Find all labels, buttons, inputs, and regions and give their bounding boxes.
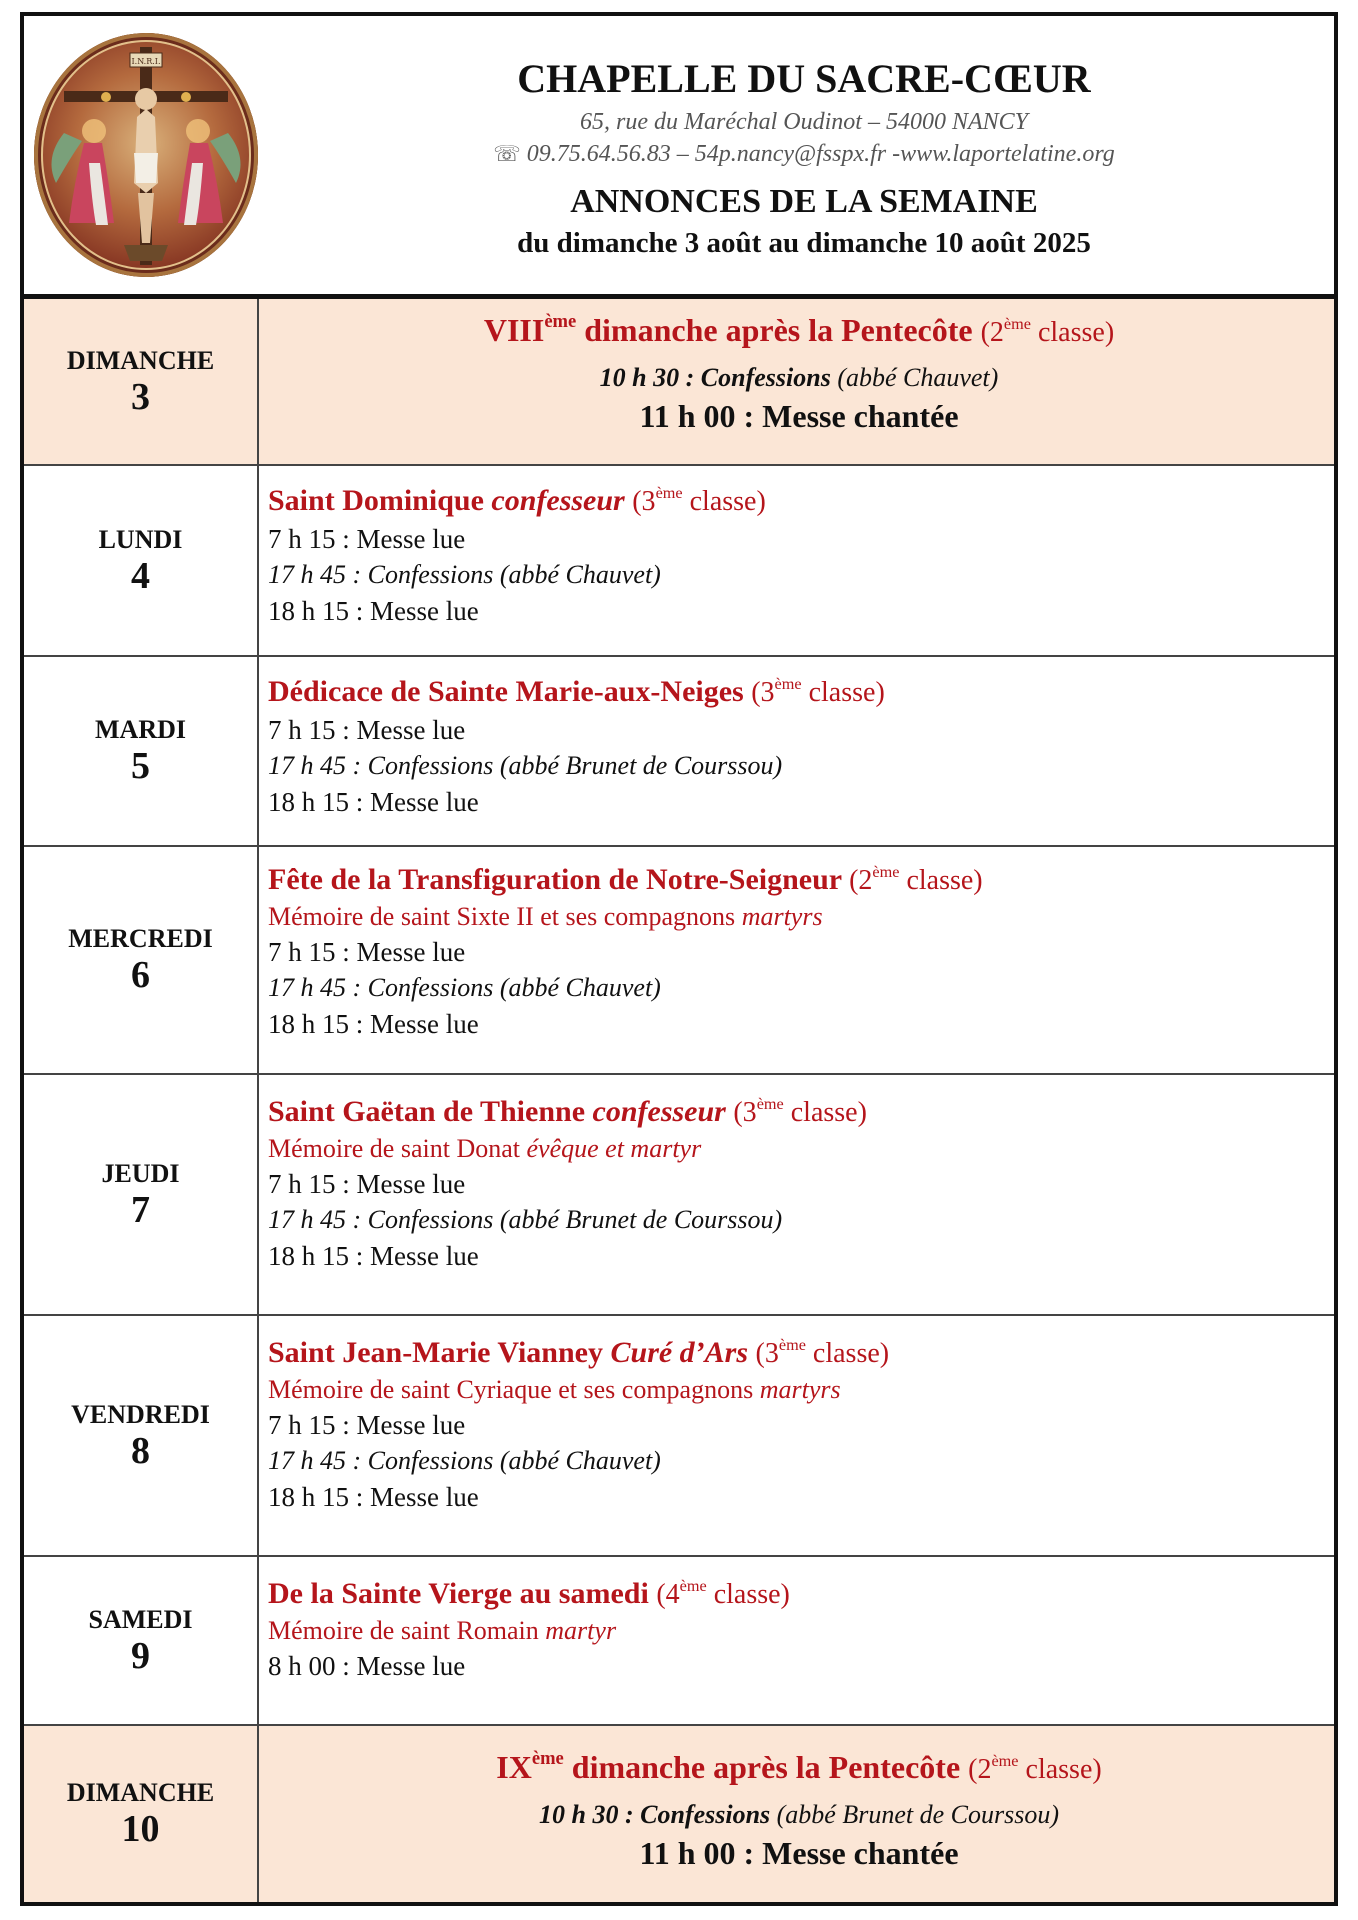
day-name: LUNDI (98, 524, 183, 554)
feast-title (268, 861, 1322, 900)
feast-name: Saint Jean-Marie Vianney (268, 1336, 611, 1369)
class-prefix: (3 (751, 677, 775, 708)
feast-qualifier: Curé d’Ars (610, 1336, 749, 1369)
feast-qualifier: confesseur (491, 484, 625, 517)
confessions-line (264, 360, 1334, 396)
feast-title (268, 1334, 1322, 1373)
mass-line: 18 h 15 : Messe lue (268, 596, 479, 626)
class-sup: ème (991, 1751, 1019, 1770)
memorial-text: Mémoire de saint Romain (268, 1616, 546, 1645)
crucifixion-image (34, 33, 258, 277)
day-cell (24, 299, 259, 464)
day-name: DIMANCHE (66, 1778, 215, 1807)
feast-title (268, 1093, 1322, 1132)
feast-name: Dédicace de Sainte Marie-aux-Neiges (268, 675, 744, 708)
confessions-line: 17 h 45 : Confessions (abbé Chauvet) (268, 560, 661, 589)
day-content (268, 657, 1322, 845)
day-row-sunday-10 (24, 1726, 1334, 1902)
chapel-title: CHAPELLE DU SACRE-CŒUR (517, 56, 1091, 101)
day-name: DIMANCHE (66, 345, 215, 375)
chapel-contact (284, 138, 1324, 170)
contact-text: 09.75.64.56.83 – 54p.nancy@fsspx.fr -www.laportelatine.org (526, 141, 1115, 167)
mass-line: 18 h 15 : Messe lue (268, 1009, 479, 1039)
class-prefix: (3 (632, 486, 656, 517)
day-number: 9 (131, 1634, 150, 1677)
inri-label: I.N.R.I. (131, 57, 161, 66)
day-row-tuesday-5 (24, 657, 1334, 847)
class-suffix: classe) (805, 1338, 890, 1369)
memorial-line (268, 1614, 1322, 1648)
confessions-line: 17 h 45 : Confessions (abbé Chauvet) (268, 1446, 661, 1475)
day-number: 7 (131, 1188, 150, 1231)
mass-line: 7 h 15 : Messe lue (268, 715, 466, 745)
feast-title (264, 309, 1334, 354)
class-prefix: (4 (656, 1579, 680, 1610)
class-prefix: (3 (733, 1097, 757, 1128)
memorial-qualifier: martyr (545, 1616, 617, 1645)
feast-ordinal-sup: ème (544, 311, 577, 333)
memorial-line (268, 1373, 1322, 1407)
day-content (264, 1726, 1334, 1902)
feast-ordinal: VIII (483, 312, 545, 348)
memorial-qualifier: martyrs (741, 902, 823, 931)
class-suffix: classe) (899, 865, 983, 896)
confessions-time: 10 h 30 : Confessions (538, 1800, 771, 1829)
phone-icon: ☏ (493, 141, 521, 166)
feast-name: Saint Dominique (268, 484, 492, 517)
schedule-table (24, 299, 1334, 1902)
bulletin-header (24, 16, 1334, 299)
crucifixion-illustration (34, 33, 258, 277)
day-cell (24, 657, 259, 845)
day-name: JEUDI (101, 1158, 180, 1188)
memorial-qualifier: martyrs (759, 1375, 841, 1404)
confessions-time: 10 h 30 : Confessions (599, 363, 831, 392)
feast-class (849, 862, 983, 896)
mass-line: 8 h 00 : Messe lue (268, 1651, 466, 1681)
class-sup: ème (774, 674, 802, 693)
mass-line: 7 h 15 : Messe lue (268, 1410, 466, 1440)
feast-name: Fête de la Transfiguration de Notre-Seigneur (268, 863, 842, 896)
feast-class (980, 314, 1115, 348)
memorial-line (268, 1132, 1322, 1166)
feast-title (268, 1575, 1322, 1614)
feast-class (755, 1335, 890, 1369)
mass-line: 18 h 15 : Messe lue (268, 1241, 479, 1271)
day-content (268, 847, 1322, 1073)
confessions-priest: (abbé Brunet de Courssou) (770, 1800, 1059, 1829)
feast-title (264, 1746, 1334, 1791)
feast-class (656, 1576, 790, 1610)
day-number: 10 (121, 1808, 160, 1850)
feast-qualifier: confesseur (592, 1095, 726, 1128)
day-row-monday-4 (24, 466, 1334, 657)
day-row-saturday-9 (24, 1557, 1334, 1726)
confessions-line: 17 h 45 : Confessions (abbé Brunet de Courssou) (268, 751, 783, 780)
day-cell (24, 1075, 259, 1314)
chapel-address: 65, rue du Maréchal Oudinot – 54000 NANCY (580, 109, 1028, 135)
day-content (268, 466, 1322, 655)
feast-title (268, 482, 1322, 521)
week-range: du dimanche 3 août au dimanche 10 août 2025 (517, 227, 1091, 259)
confessions-line: 17 h 45 : Confessions (abbé Brunet de Courssou) (268, 1205, 783, 1234)
confessions-line (264, 1797, 1334, 1833)
memorial-text: Mémoire de saint Cyriaque et ses compagnons (268, 1375, 760, 1404)
day-content (264, 299, 1334, 464)
day-name: SAMEDI (88, 1604, 193, 1634)
class-prefix: (2 (849, 865, 873, 896)
day-number: 4 (131, 554, 150, 597)
day-cell (24, 1726, 259, 1902)
feast-name: dimanche après la Pentecôte (563, 1749, 961, 1785)
day-row-friday-8 (24, 1316, 1334, 1557)
day-content (268, 1557, 1322, 1724)
feast-title (268, 673, 1322, 712)
class-prefix: (2 (968, 1754, 992, 1785)
class-prefix: (2 (980, 317, 1004, 348)
class-prefix: (3 (755, 1338, 779, 1369)
day-cell (24, 466, 259, 655)
day-cell (24, 1557, 259, 1724)
confessions-priest: (abbé Chauvet) (830, 363, 999, 392)
mass-line: 18 h 15 : Messe lue (268, 787, 479, 817)
day-row-thursday-7 (24, 1075, 1334, 1316)
class-sup: ème (655, 483, 683, 502)
class-sup: ème (1003, 314, 1031, 333)
announcements-heading: ANNONCES DE LA SEMAINE (570, 183, 1038, 220)
day-number: 8 (131, 1429, 150, 1472)
day-row-sunday-3 (24, 299, 1334, 466)
class-suffix: classe) (1030, 317, 1115, 348)
feast-class (968, 1751, 1102, 1785)
class-sup: ème (872, 862, 900, 881)
mass-line: 7 h 15 : Messe lue (268, 524, 466, 554)
feast-name: Saint Gaëtan de Thienne (268, 1095, 593, 1128)
mass-line: 18 h 15 : Messe lue (268, 1482, 479, 1512)
feast-name: dimanche après la Pentecôte (576, 312, 973, 348)
day-cell (24, 1316, 259, 1555)
confessions-line: 17 h 45 : Confessions (abbé Chauvet) (268, 973, 661, 1002)
day-row-wednesday-6 (24, 847, 1334, 1075)
memorial-line (268, 900, 1322, 934)
class-sup: ème (756, 1094, 784, 1113)
day-name: MARDI (95, 715, 186, 744)
class-suffix: classe) (801, 677, 885, 708)
feast-ordinal-sup: ème (531, 1748, 564, 1770)
feast-class (751, 674, 885, 708)
day-cell (24, 847, 259, 1073)
day-name: MERCREDI (68, 924, 213, 953)
class-suffix: classe) (1018, 1754, 1102, 1785)
class-suffix: classe) (706, 1579, 790, 1610)
mass-line: 7 h 15 : Messe lue (268, 1169, 466, 1199)
day-number: 3 (131, 375, 150, 418)
class-sup: ème (679, 1576, 707, 1595)
class-suffix: classe) (682, 486, 766, 517)
bulletin-frame (20, 12, 1338, 1906)
feast-name: De la Sainte Vierge au samedi (268, 1577, 649, 1610)
memorial-text: Mémoire de saint Sixte II et ses compagnons (268, 902, 742, 931)
day-number: 6 (131, 954, 150, 996)
mass-line: 11 h 00 : Messe chantée (639, 1835, 959, 1871)
mass-line: 7 h 15 : Messe lue (268, 937, 466, 967)
day-name: VENDREDI (71, 1399, 210, 1429)
class-suffix: classe) (783, 1097, 867, 1128)
feast-class (733, 1094, 867, 1128)
memorial-qualifier: évêque et martyr (526, 1134, 702, 1163)
feast-class (632, 483, 766, 517)
mass-line: 11 h 00 : Messe chantée (639, 398, 959, 434)
class-sup: ème (778, 1335, 806, 1354)
day-content (268, 1316, 1322, 1555)
day-content (268, 1075, 1322, 1314)
feast-ordinal: IX (496, 1749, 532, 1785)
day-number: 5 (131, 745, 150, 787)
memorial-text: Mémoire de saint Donat (268, 1134, 527, 1163)
